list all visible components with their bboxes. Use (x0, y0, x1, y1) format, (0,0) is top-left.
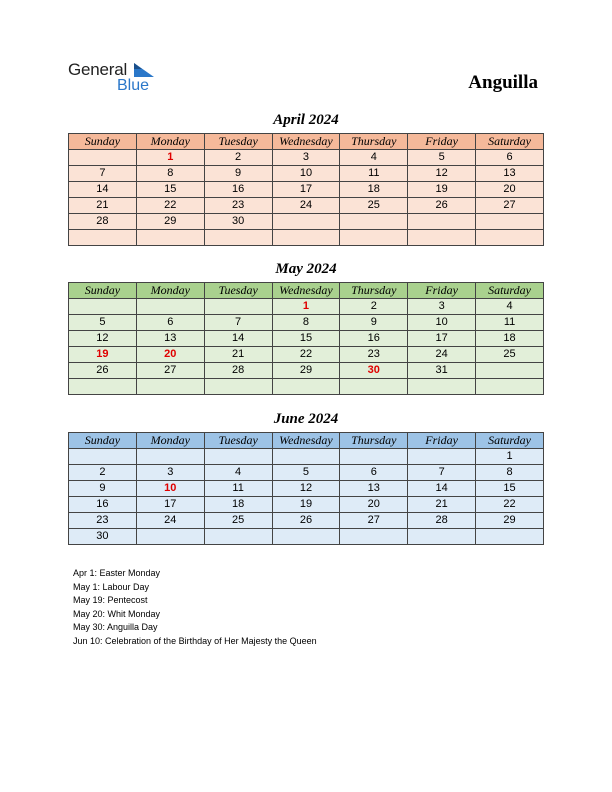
day-cell: 16 (204, 182, 272, 198)
week-row (69, 315, 544, 331)
empty-day-cell (272, 379, 340, 395)
day-cell: 16 (340, 331, 408, 347)
day-cell: 30 (340, 363, 408, 379)
day-cell: 2 (69, 465, 137, 481)
day-cell: 31 (408, 363, 476, 379)
empty-day-cell (408, 230, 476, 246)
week-row (69, 347, 544, 363)
empty-day-cell (340, 379, 408, 395)
day-cell: 18 (204, 497, 272, 513)
month-title-june: June 2024 (273, 411, 339, 427)
day-cell: 26 (69, 363, 137, 379)
day-cell: 23 (69, 513, 137, 529)
day-cell: 25 (204, 513, 272, 529)
empty-day-cell (476, 230, 544, 246)
holiday-note: Apr 1: Easter Monday (73, 568, 161, 578)
week-row (69, 230, 544, 246)
brand-logo (68, 60, 168, 98)
day-cell: 9 (340, 315, 408, 331)
week-row (69, 363, 544, 379)
day-cell: 3 (272, 150, 340, 166)
week-row (69, 481, 544, 497)
day-cell: 22 (476, 497, 544, 513)
day-cell: 1 (136, 150, 204, 166)
weekday-header: Friday (408, 433, 476, 449)
logo-word-blue: Blue (117, 77, 150, 94)
empty-day-cell (69, 150, 137, 166)
empty-day-cell (272, 449, 340, 465)
day-cell: 19 (408, 182, 476, 198)
day-cell: 20 (476, 182, 544, 198)
weekday-header: Thursday (340, 433, 408, 449)
empty-day-cell (340, 230, 408, 246)
day-cell: 28 (69, 214, 137, 230)
week-row (69, 449, 544, 465)
empty-day-cell (69, 299, 137, 315)
weekday-header: Wednesday (272, 433, 340, 449)
weekday-header-row (69, 433, 544, 449)
week-row (69, 465, 544, 481)
day-cell: 4 (204, 465, 272, 481)
empty-day-cell (204, 529, 272, 545)
day-cell: 8 (272, 315, 340, 331)
day-cell: 22 (136, 198, 204, 214)
day-cell: 29 (476, 513, 544, 529)
holiday-notes (73, 567, 317, 649)
day-cell: 29 (272, 363, 340, 379)
week-row (69, 198, 544, 214)
day-cell: 24 (408, 347, 476, 363)
empty-day-cell (476, 363, 544, 379)
weekday-header: Thursday (340, 134, 408, 150)
day-cell: 20 (340, 497, 408, 513)
day-cell: 28 (204, 363, 272, 379)
day-cell: 9 (69, 481, 137, 497)
day-cell: 27 (476, 198, 544, 214)
day-cell: 22 (272, 347, 340, 363)
empty-day-cell (476, 529, 544, 545)
day-cell: 12 (272, 481, 340, 497)
day-cell: 16 (69, 497, 137, 513)
holiday-note: Jun 10: Celebration of the Birthday of Her Majesty the Queen (73, 635, 317, 646)
weekday-header-row (69, 134, 544, 150)
day-cell: 3 (136, 465, 204, 481)
calendar-may (68, 282, 544, 395)
week-row (69, 214, 544, 230)
empty-day-cell (476, 214, 544, 230)
weekday-header: Tuesday (204, 283, 272, 299)
weekday-header: Tuesday (204, 433, 272, 449)
day-cell: 14 (69, 182, 137, 198)
holiday-note: May 1: Labour Day (73, 581, 150, 592)
day-cell: 7 (204, 315, 272, 331)
empty-day-cell (408, 379, 476, 395)
day-cell: 30 (69, 529, 137, 545)
day-cell: 25 (476, 347, 544, 363)
weekday-header: Friday (408, 283, 476, 299)
day-cell: 23 (204, 198, 272, 214)
empty-day-cell (204, 230, 272, 246)
empty-day-cell (408, 529, 476, 545)
day-cell: 24 (136, 513, 204, 529)
day-cell: 18 (476, 331, 544, 347)
logo-word-general: General (68, 60, 128, 79)
weekday-header: Sunday (69, 134, 137, 150)
empty-day-cell (204, 449, 272, 465)
day-cell: 11 (476, 315, 544, 331)
week-row (69, 529, 544, 545)
weekday-header: Thursday (340, 283, 408, 299)
day-cell: 9 (204, 166, 272, 182)
empty-day-cell (340, 449, 408, 465)
month-title-may: May 2024 (275, 261, 337, 277)
day-cell: 21 (69, 198, 137, 214)
week-row (69, 150, 544, 166)
day-cell: 27 (136, 363, 204, 379)
day-cell: 23 (340, 347, 408, 363)
weekday-header: Saturday (476, 283, 544, 299)
empty-day-cell (340, 529, 408, 545)
day-cell: 1 (476, 449, 544, 465)
day-cell: 3 (408, 299, 476, 315)
day-cell: 14 (408, 481, 476, 497)
day-cell: 13 (476, 166, 544, 182)
day-cell: 14 (204, 331, 272, 347)
day-cell: 5 (272, 465, 340, 481)
holiday-note: May 30: Anguilla Day (73, 622, 158, 633)
empty-day-cell (136, 449, 204, 465)
empty-day-cell (408, 214, 476, 230)
week-row (69, 182, 544, 198)
day-cell: 19 (69, 347, 137, 363)
week-row (69, 299, 544, 315)
week-row (69, 513, 544, 529)
weekday-header: Wednesday (272, 283, 340, 299)
empty-day-cell (408, 449, 476, 465)
logo-flag-icon (134, 63, 154, 77)
empty-day-cell (340, 214, 408, 230)
day-cell: 15 (136, 182, 204, 198)
day-cell: 10 (136, 481, 204, 497)
day-cell: 8 (136, 166, 204, 182)
day-cell: 13 (136, 331, 204, 347)
day-cell: 11 (340, 166, 408, 182)
day-cell: 5 (408, 150, 476, 166)
weekday-header: Saturday (476, 134, 544, 150)
day-cell: 11 (204, 481, 272, 497)
weekday-header: Saturday (476, 433, 544, 449)
day-cell: 30 (204, 214, 272, 230)
day-cell: 15 (476, 481, 544, 497)
week-row (69, 331, 544, 347)
day-cell: 6 (136, 315, 204, 331)
day-cell: 18 (340, 182, 408, 198)
day-cell: 29 (136, 214, 204, 230)
day-cell: 17 (272, 182, 340, 198)
weekday-header: Sunday (69, 433, 137, 449)
day-cell: 12 (69, 331, 137, 347)
empty-day-cell (476, 379, 544, 395)
empty-day-cell (204, 299, 272, 315)
week-row (69, 379, 544, 395)
day-cell: 17 (136, 497, 204, 513)
weekday-header: Tuesday (204, 134, 272, 150)
day-cell: 21 (204, 347, 272, 363)
day-cell: 6 (340, 465, 408, 481)
day-cell: 7 (408, 465, 476, 481)
holiday-note: May 19: Pentecost (73, 595, 148, 606)
month-title-april: April 2024 (273, 112, 339, 128)
weekday-header: Sunday (69, 283, 137, 299)
empty-day-cell (69, 449, 137, 465)
day-cell: 12 (408, 166, 476, 182)
day-cell: 1 (272, 299, 340, 315)
empty-day-cell (204, 379, 272, 395)
day-cell: 20 (136, 347, 204, 363)
empty-day-cell (136, 529, 204, 545)
day-cell: 2 (204, 150, 272, 166)
day-cell: 4 (340, 150, 408, 166)
day-cell: 26 (408, 198, 476, 214)
day-cell: 4 (476, 299, 544, 315)
empty-day-cell (272, 230, 340, 246)
holiday-note: May 20: Whit Monday (73, 608, 161, 619)
day-cell: 8 (476, 465, 544, 481)
day-cell: 10 (272, 166, 340, 182)
day-cell: 24 (272, 198, 340, 214)
day-cell: 27 (340, 513, 408, 529)
empty-day-cell (272, 214, 340, 230)
day-cell: 7 (69, 166, 137, 182)
empty-day-cell (272, 529, 340, 545)
day-cell: 13 (340, 481, 408, 497)
day-cell: 21 (408, 497, 476, 513)
weekday-header: Monday (136, 134, 204, 150)
day-cell: 15 (272, 331, 340, 347)
empty-day-cell (136, 299, 204, 315)
empty-day-cell (69, 230, 137, 246)
week-row (69, 497, 544, 513)
calendar-april (68, 133, 544, 246)
week-row (69, 166, 544, 182)
day-cell: 17 (408, 331, 476, 347)
day-cell: 5 (69, 315, 137, 331)
weekday-header: Monday (136, 283, 204, 299)
calendar-june (68, 432, 544, 545)
empty-day-cell (136, 379, 204, 395)
weekday-header: Wednesday (272, 134, 340, 150)
weekday-header-row (69, 283, 544, 299)
day-cell: 19 (272, 497, 340, 513)
empty-day-cell (69, 379, 137, 395)
day-cell: 28 (408, 513, 476, 529)
day-cell: 2 (340, 299, 408, 315)
country-title: Anguilla (468, 72, 538, 93)
empty-day-cell (136, 230, 204, 246)
day-cell: 26 (272, 513, 340, 529)
weekday-header: Monday (136, 433, 204, 449)
day-cell: 10 (408, 315, 476, 331)
day-cell: 25 (340, 198, 408, 214)
day-cell: 6 (476, 150, 544, 166)
weekday-header: Friday (408, 134, 476, 150)
